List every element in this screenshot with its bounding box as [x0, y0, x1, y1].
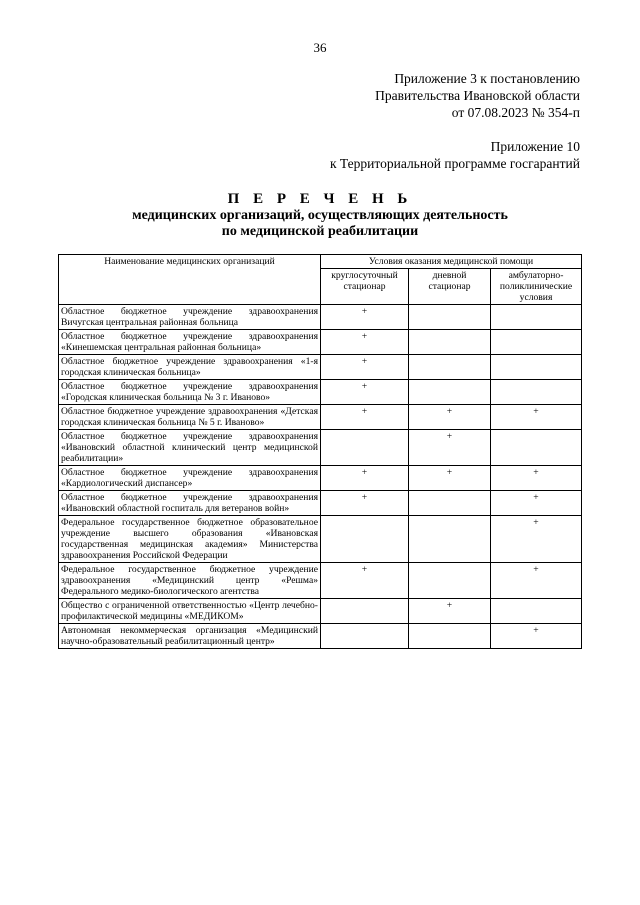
organization-name-cell: Областное бюджетное учреждение здравоохранения «Ивановский областной госпиталь для ветеранов войн»	[59, 491, 321, 516]
day-hospital-cell	[409, 330, 491, 355]
day-hospital-cell	[409, 305, 491, 330]
table-row	[59, 563, 582, 599]
day-hospital-cell	[409, 491, 491, 516]
organization-name-cell: Федеральное государственное бюджетное образовательное учреждение высшего образования «Ивановская государственная медицинская академия» Министерства здравоохранения Российской Федерации	[59, 516, 321, 563]
table-row	[59, 491, 582, 516]
round-the-clock-cell: +	[321, 355, 409, 380]
round-the-clock-cell	[321, 624, 409, 649]
round-the-clock-cell: +	[321, 466, 409, 491]
outpatient-cell	[491, 330, 582, 355]
day-hospital-cell	[409, 624, 491, 649]
outpatient-cell: +	[491, 405, 582, 430]
document-subtitle: медицинских организаций, осуществляющих деятельность	[132, 208, 508, 223]
table-row	[59, 405, 582, 430]
document-subtitle: по медицинской реабилитации	[221, 224, 419, 239]
day-hospital-cell	[409, 380, 491, 405]
organization-name-cell: Областное бюджетное учреждение здравоохранения «Ивановский областной клинический центр медицинской реабилитации»	[59, 430, 321, 466]
document-title: П Е Р Е Ч Е Н Ь	[227, 191, 413, 207]
organization-name-cell: Федеральное государственное бюджетное учреждение здравоохранения «Медицинский центр «Решма» Федерального медико-биологического агентства	[59, 563, 321, 599]
table-row	[59, 355, 582, 380]
day-hospital-cell: +	[409, 466, 491, 491]
outpatient-cell	[491, 599, 582, 624]
round-the-clock-cell: +	[321, 405, 409, 430]
table-row	[59, 466, 582, 491]
organization-name-cell: Областное бюджетное учреждение здравоохранения «Городская клиническая больница № 3 г. Иваново»	[59, 380, 321, 405]
outpatient-cell: +	[491, 491, 582, 516]
outpatient-cell: +	[491, 466, 582, 491]
header-outpatient: амбулаторно-поликлинические условия	[491, 269, 582, 305]
page-number: 36	[313, 40, 327, 55]
round-the-clock-cell	[321, 599, 409, 624]
outpatient-cell	[491, 430, 582, 466]
header-conditions: Условия оказания медицинской помощи	[321, 255, 582, 269]
organizations-table	[58, 254, 582, 649]
organization-name-cell: Областное бюджетное учреждение здравоохранения «Кинешемская центральная районная больница»	[59, 330, 321, 355]
attachment-line: от 07.08.2023 № 354-п	[451, 105, 580, 120]
attachment-subheader	[330, 138, 580, 172]
day-hospital-cell	[409, 516, 491, 563]
day-hospital-cell: +	[409, 430, 491, 466]
document-heading	[0, 190, 640, 240]
outpatient-cell	[491, 380, 582, 405]
outpatient-cell	[491, 305, 582, 330]
outpatient-cell	[491, 355, 582, 380]
organization-name-cell: Областное бюджетное учреждение здравоохранения «Кардиологический диспансер»	[59, 466, 321, 491]
round-the-clock-cell	[321, 516, 409, 563]
table-row	[59, 599, 582, 624]
round-the-clock-cell: +	[321, 563, 409, 599]
outpatient-cell: +	[491, 624, 582, 649]
organization-name-cell: Областное бюджетное учреждение здравоохранения Вичугская центральная районная больница	[59, 305, 321, 330]
round-the-clock-cell	[321, 430, 409, 466]
outpatient-cell: +	[491, 563, 582, 599]
attachment-line: Правительства Ивановской области	[375, 88, 580, 103]
attachment-line: Приложение 3 к постановлению	[394, 71, 580, 86]
header-organization-name: Наименование медицинских организаций	[59, 255, 321, 305]
attachment-line: к Территориальной программе госгарантий	[330, 156, 580, 171]
organization-name-cell: Автономная некоммерческая организация «Медицинский научно-образовательный реабилитационный центр»	[59, 624, 321, 649]
day-hospital-cell: +	[409, 405, 491, 430]
table-row	[59, 305, 582, 330]
day-hospital-cell: +	[409, 599, 491, 624]
header-day-hospital: дневной стационар	[409, 269, 491, 305]
attachment-line: Приложение 10	[490, 139, 580, 154]
table-row	[59, 430, 582, 466]
attachment-header	[375, 70, 580, 121]
organization-name-cell: Областное бюджетное учреждение здравоохранения «1-я городская клиническая больница»	[59, 355, 321, 380]
header-round-the-clock: круглосуточный стационар	[321, 269, 409, 305]
round-the-clock-cell: +	[321, 330, 409, 355]
organization-name-cell: Общество с ограниченной ответственностью «Центр лечебно-профилактической медицины «МЕДИКОМ»	[59, 599, 321, 624]
table-row	[59, 380, 582, 405]
table-row	[59, 624, 582, 649]
day-hospital-cell	[409, 355, 491, 380]
round-the-clock-cell: +	[321, 380, 409, 405]
outpatient-cell: +	[491, 516, 582, 563]
organization-name-cell: Областное бюджетное учреждение здравоохранения «Детская городская клиническая больница № 5 г. Иваново»	[59, 405, 321, 430]
table-row	[59, 516, 582, 563]
round-the-clock-cell: +	[321, 305, 409, 330]
day-hospital-cell	[409, 563, 491, 599]
round-the-clock-cell: +	[321, 491, 409, 516]
table-row	[59, 330, 582, 355]
